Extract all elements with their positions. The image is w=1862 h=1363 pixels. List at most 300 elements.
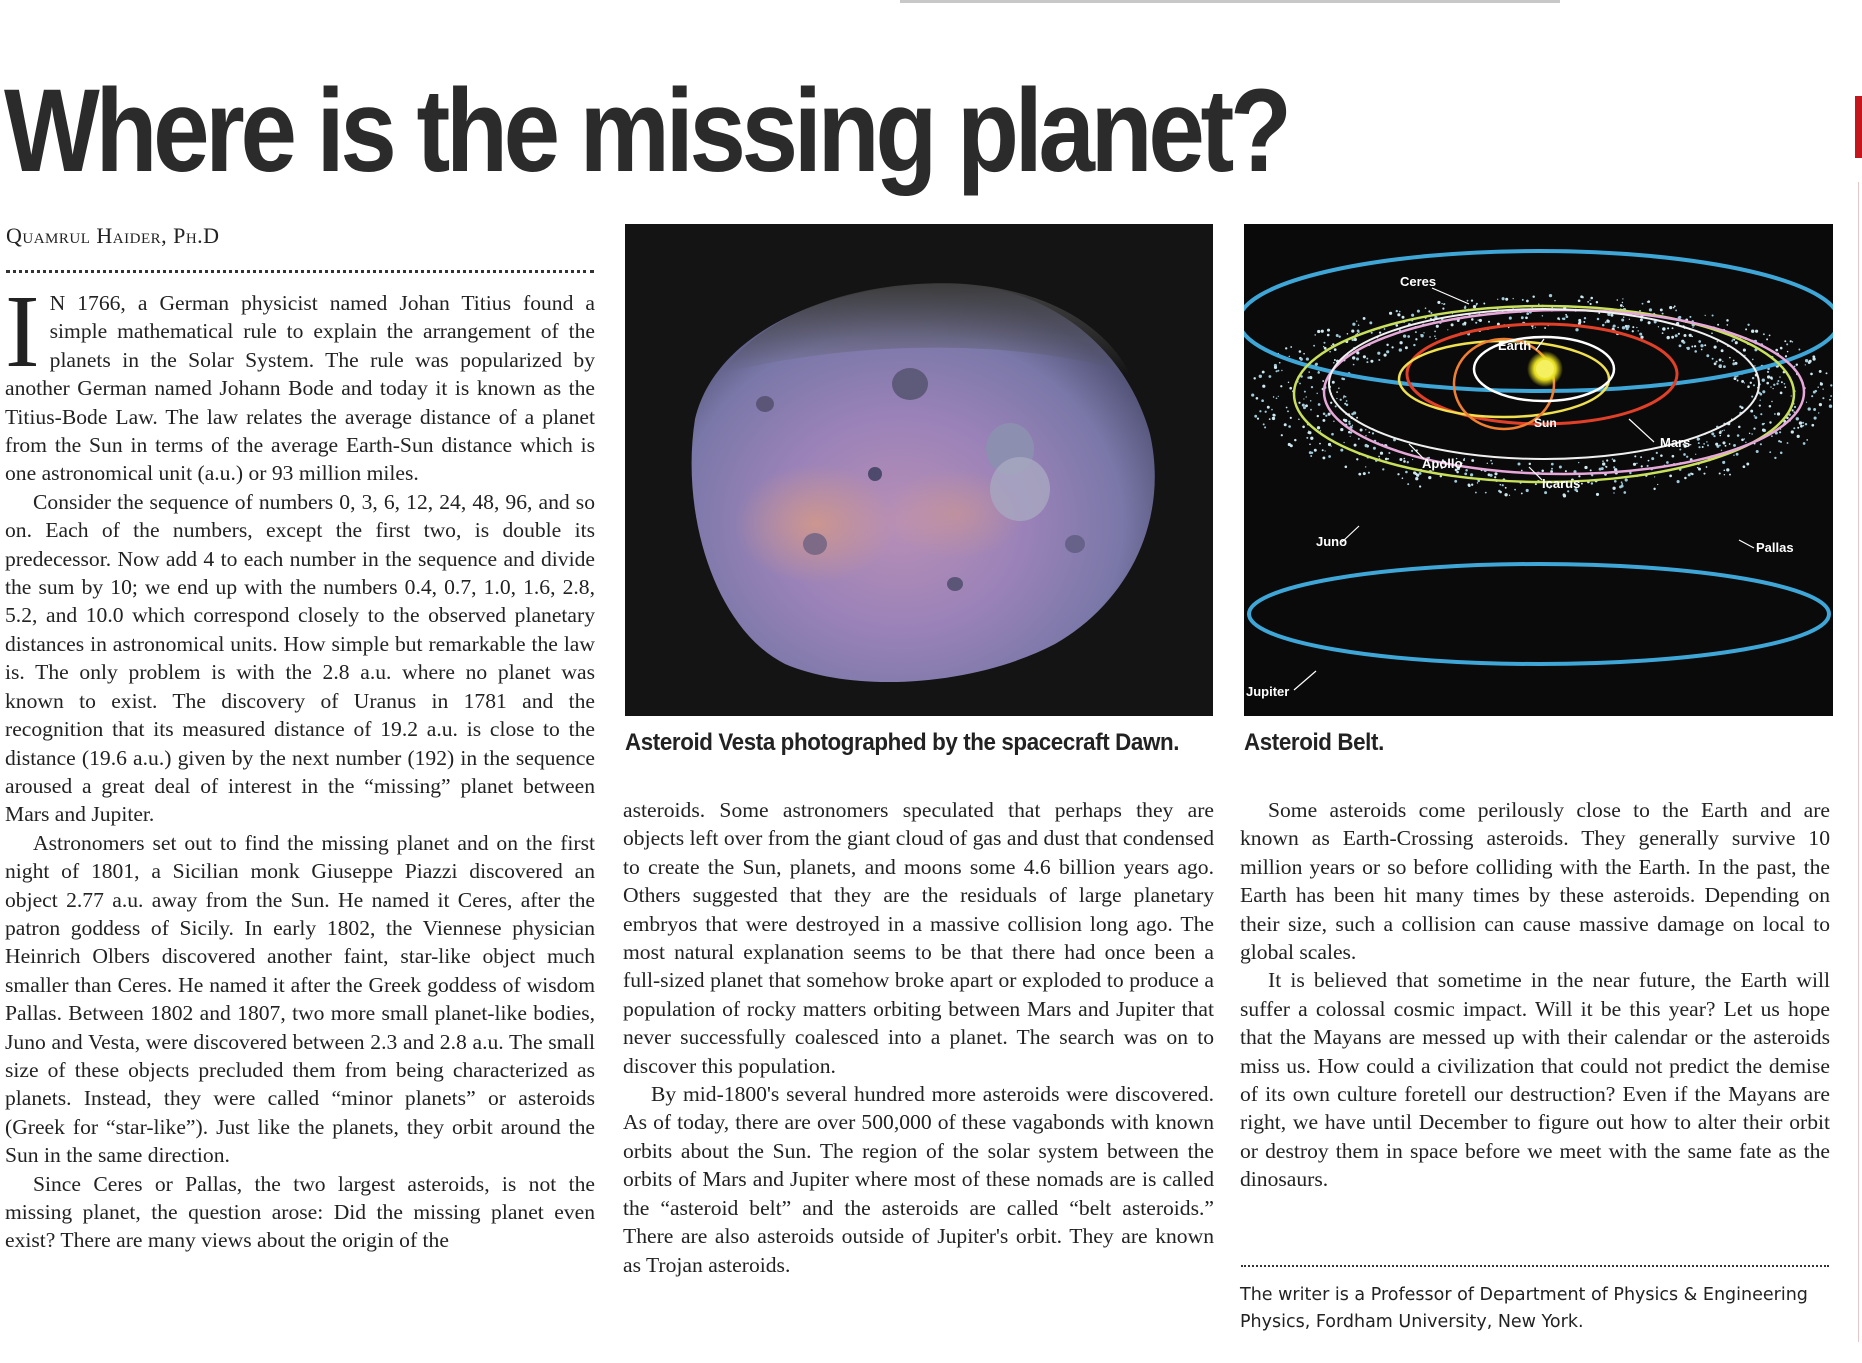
- asteroid-dot: [1750, 382, 1752, 384]
- asteroid-dot: [1733, 360, 1735, 362]
- asteroid-dot: [1300, 358, 1303, 361]
- asteroid-dot: [1733, 455, 1734, 456]
- asteroid-dot: [1621, 319, 1624, 322]
- asteroid-dot: [1796, 363, 1798, 365]
- asteroid-dot: [1784, 383, 1786, 385]
- asteroid-dot: [1662, 327, 1665, 330]
- asteroid-dot: [1475, 322, 1477, 324]
- asteroid-dot: [1638, 330, 1639, 331]
- asteroid-dot: [1487, 463, 1488, 464]
- asteroid-dot: [1261, 399, 1264, 402]
- asteroid-dot: [1309, 443, 1311, 445]
- asteroid-dot: [1329, 351, 1330, 352]
- asteroid-dot: [1720, 367, 1721, 368]
- asteroid-dot: [1722, 361, 1723, 362]
- asteroid-dot: [1613, 492, 1614, 493]
- asteroid-dot: [1683, 341, 1686, 344]
- asteroid-dot: [1257, 418, 1259, 420]
- asteroid-dot: [1602, 460, 1604, 462]
- asteroid-dot: [1762, 390, 1765, 393]
- asteroid-dot: [1317, 426, 1320, 429]
- asteroid-dot: [1662, 313, 1664, 315]
- asteroid-dot: [1322, 419, 1325, 422]
- asteroid-dot: [1333, 362, 1335, 364]
- asteroid-dot: [1648, 460, 1650, 462]
- asteroid-dot: [1715, 443, 1718, 446]
- asteroid-dot: [1697, 467, 1699, 469]
- asteroid-dot: [1363, 472, 1366, 475]
- label-juno: Juno: [1316, 534, 1348, 549]
- asteroid-dot: [1785, 355, 1787, 357]
- asteroid-dot: [1328, 443, 1331, 446]
- asteroid-dot: [1591, 482, 1593, 484]
- asteroid-dot: [1298, 419, 1300, 421]
- asteroid-dot: [1724, 474, 1725, 475]
- asteroid-dot: [1767, 375, 1770, 378]
- asteroid-dot: [1419, 472, 1422, 475]
- asteroid-dot: [1467, 300, 1469, 302]
- asteroid-dot: [1796, 417, 1799, 420]
- asteroid-dot: [1773, 384, 1775, 386]
- label-earth: Earth: [1498, 338, 1532, 353]
- asteroid-dot: [1780, 347, 1783, 350]
- asteroid-dot: [1521, 470, 1523, 472]
- asteroid-dot: [1304, 391, 1306, 393]
- asteroid-dot: [1640, 456, 1642, 458]
- asteroid-dot: [1281, 434, 1283, 436]
- asteroid-dot: [1532, 327, 1534, 329]
- asteroid-dot: [1662, 332, 1664, 334]
- asteroid-dot: [1620, 304, 1623, 307]
- asteroid-dot: [1636, 327, 1637, 328]
- asteroid-dot: [1625, 478, 1628, 481]
- asteroid-dot: [1751, 433, 1753, 435]
- asteroid-dot: [1648, 321, 1651, 324]
- edge-accent-bar: [1855, 96, 1862, 158]
- asteroid-belt-image: [1244, 224, 1833, 716]
- asteroid-dot: [1803, 442, 1806, 445]
- asteroid-dot: [1314, 449, 1317, 452]
- asteroid-dot: [1500, 484, 1502, 486]
- asteroid-dot: [1434, 335, 1436, 337]
- paragraph: asteroids. Some astronomers speculated that perhaps they are objects left over from the giant cloud of gas and dust that condensed to create the Sun, planets, and moons some 4.6 billion years ago. Others suggested that they are the residuals of large planetary embryos that were destroyed in a massive collision long ago. The most natural explanation seems to be that there had once been a full-sized planet that somehow broke apart or exploded to produce a population of rocky matters orbiting between Mars and Jupiter that never successfully coalesced into a planet. The search was on to discover this population.: [623, 798, 1214, 1078]
- asteroid-dot: [1640, 320, 1642, 322]
- asteroid-dot: [1253, 377, 1255, 379]
- asteroid-dot: [1273, 396, 1274, 397]
- asteroid-dot: [1488, 321, 1490, 323]
- asteroid-dot: [1302, 404, 1305, 407]
- asteroid-dot: [1308, 371, 1309, 372]
- asteroid-dot: [1678, 333, 1680, 335]
- sun: [1536, 360, 1554, 378]
- asteroid-dot: [1559, 465, 1562, 468]
- asteroid-dot: [1830, 384, 1832, 386]
- asteroid-dot: [1538, 303, 1540, 305]
- asteroid-dot: [1442, 308, 1444, 310]
- asteroid-dot: [1781, 381, 1783, 383]
- asteroid-dot: [1578, 299, 1581, 302]
- asteroid-dot: [1437, 301, 1440, 304]
- asteroid-dot: [1464, 305, 1466, 307]
- asteroid-dot: [1760, 443, 1762, 445]
- asteroid-dot: [1323, 342, 1325, 344]
- asteroid-dot: [1584, 317, 1586, 319]
- asteroid-dot: [1702, 446, 1704, 448]
- asteroid-dot: [1733, 444, 1736, 447]
- asteroid-dot: [1753, 384, 1755, 386]
- asteroid-dot: [1770, 386, 1772, 388]
- asteroid-dot: [1317, 415, 1319, 417]
- asteroid-dot: [1743, 465, 1746, 468]
- asteroid-dot: [1315, 363, 1318, 366]
- asteroid-dot: [1494, 472, 1497, 475]
- asteroid-dot: [1471, 299, 1473, 301]
- asteroid-dot: [1741, 380, 1744, 383]
- asteroid-dot: [1468, 484, 1471, 487]
- asteroid-dot: [1798, 349, 1800, 351]
- label-mars: Mars: [1660, 435, 1691, 450]
- asteroid-dot: [1602, 462, 1605, 465]
- asteroid-dot: [1357, 333, 1358, 334]
- asteroid-dot: [1698, 446, 1700, 448]
- asteroid-dot: [1288, 425, 1291, 428]
- asteroid-dot: [1419, 485, 1421, 487]
- asteroid-dot: [1399, 348, 1402, 351]
- asteroid-dot: [1723, 365, 1726, 368]
- asteroid-dot: [1648, 300, 1651, 303]
- asteroid-dot: [1447, 329, 1448, 330]
- asteroid-dot: [1475, 492, 1477, 494]
- asteroid-dot: [1691, 336, 1693, 338]
- asteroid-dot: [1826, 372, 1828, 374]
- asteroid-dot: [1367, 445, 1369, 447]
- asteroid-dot: [1706, 354, 1709, 357]
- asteroid-dot: [1380, 452, 1383, 455]
- asteroid-dot: [1599, 468, 1602, 471]
- asteroid-dot: [1726, 319, 1729, 322]
- asteroid-dot: [1719, 472, 1721, 474]
- asteroid-dot: [1369, 321, 1372, 324]
- asteroid-dot: [1677, 480, 1680, 483]
- asteroid-dot: [1755, 330, 1758, 333]
- asteroid-dot: [1751, 330, 1754, 333]
- asteroid-dot: [1780, 392, 1783, 395]
- asteroid-dot: [1656, 452, 1658, 454]
- asteroid-dot: [1288, 443, 1291, 446]
- asteroid-dot: [1819, 403, 1822, 406]
- asteroid-dot: [1747, 385, 1750, 388]
- asteroid-dot: [1378, 456, 1380, 458]
- asteroid-dot: [1632, 330, 1634, 332]
- asteroid-dot: [1703, 443, 1705, 445]
- asteroid-dot: [1647, 465, 1649, 467]
- asteroid-dot: [1657, 484, 1658, 485]
- asteroid-dot: [1476, 303, 1478, 305]
- asteroid-dot: [1653, 488, 1655, 490]
- asteroid-dot: [1772, 388, 1773, 389]
- asteroid-dot: [1264, 426, 1266, 428]
- article-column-1: [5, 274, 595, 1255]
- asteroid-dot: [1319, 443, 1321, 445]
- asteroid-dot: [1417, 310, 1420, 313]
- asteroid-dot: [1629, 319, 1630, 320]
- asteroid-dot: [1716, 361, 1718, 363]
- asteroid-dot: [1621, 485, 1624, 488]
- asteroid-dot: [1784, 386, 1786, 388]
- asteroid-dot: [1513, 298, 1514, 299]
- paragraph: By mid-1800's several hundred more asteroids were discovered. As of today, there are over 500,000 of these vagabonds with known orbits about the Sun. The region of the solar system between the orbits of Mars and Jupiter where most of these nomads are is called the “asteroid belt” and the asteroids are called “belt asteroids.” There are also asteroids outside of Jupiter's orbit. They are known as Trojan asteroids.: [623, 1082, 1214, 1277]
- asteroid-dot: [1285, 347, 1287, 349]
- asteroid-dot: [1358, 438, 1360, 440]
- asteroid-dot: [1590, 303, 1592, 305]
- asteroid-dot: [1477, 482, 1478, 483]
- asteroid-dot: [1614, 480, 1617, 483]
- asteroid-dot: [1579, 321, 1582, 324]
- asteroid-dot: [1563, 493, 1566, 496]
- asteroid-dot: [1321, 330, 1324, 333]
- asteroid-dot: [1298, 402, 1300, 404]
- asteroid-dot: [1335, 405, 1337, 407]
- asteroid-dot: [1806, 402, 1807, 403]
- asteroid-dot: [1780, 452, 1783, 455]
- asteroid-dot: [1529, 463, 1531, 465]
- asteroid-dot: [1623, 317, 1624, 318]
- paragraph: Astronomers set out to find the missing planet and on the first night of 1801, a Sicilian monk Giuseppe Piazzi discovered an object 2.77 a.u. away from the Sun. He named it Ceres, after the patron goddess of Sicily. In early 1802, the Viennese physician Heinrich Olbers discovered another faint, star-like object much smaller than Ceres. He named it after the Greek goddess of wisdom Pallas. Between 1802 and 1807, two more small planet-like bodies, Juno and Vesta, were discovered between 2.3 and 2.8 a.u. The small size of these objects precluded them from being characterized as planets. Instead, they were called “minor planets” or asteroids (Greek for “star-like”). Just like the planets, they orbit around the Sun in the same direction.: [5, 830, 595, 1168]
- asteroid-dot: [1726, 468, 1729, 471]
- asteroid-dot: [1358, 473, 1361, 476]
- asteroid-dot: [1310, 409, 1312, 411]
- asteroid-dot: [1415, 338, 1417, 340]
- asteroid-dot: [1382, 468, 1384, 470]
- asteroid-dot: [1767, 371, 1769, 373]
- asteroid-dot: [1327, 334, 1330, 337]
- asteroid-dot: [1819, 370, 1822, 373]
- asteroid-dot: [1703, 473, 1705, 475]
- asteroid-dot: [1622, 302, 1623, 303]
- asteroid-dot: [1714, 346, 1717, 349]
- asteroid-dot: [1606, 319, 1609, 322]
- asteroid-dot: [1505, 487, 1507, 489]
- asteroid-dot: [1672, 327, 1674, 329]
- asteroid-dot: [1320, 430, 1321, 431]
- asteroid-dot: [1707, 444, 1709, 446]
- vesta-caption: Asteroid Vesta photographed by the spacecraft Dawn.: [625, 729, 1180, 756]
- asteroid-dot: [1254, 415, 1257, 418]
- asteroid-dot: [1522, 299, 1524, 301]
- asteroid-dot: [1706, 441, 1708, 443]
- asteroid-dot: [1471, 318, 1474, 321]
- asteroid-dot: [1384, 354, 1387, 357]
- asteroid-dot: [1331, 445, 1332, 446]
- asteroid-dot: [1726, 324, 1728, 326]
- asteroid-dot: [1738, 426, 1741, 429]
- asteroid-dot: [1303, 353, 1305, 355]
- asteroid-dot: [1328, 413, 1331, 416]
- asteroid-dot: [1504, 493, 1507, 496]
- asteroid-dot: [1413, 344, 1415, 346]
- asteroid-dot: [1379, 331, 1381, 333]
- asteroid-dot: [1660, 308, 1663, 311]
- asteroid-dot: [1502, 484, 1504, 486]
- asteroid-dot: [1808, 407, 1811, 410]
- asteroid-dot: [1526, 489, 1529, 492]
- asteroid-dot: [1509, 495, 1510, 496]
- asteroid-dot: [1346, 400, 1348, 402]
- asteroid-dot: [1391, 346, 1393, 348]
- asteroid-dot: [1612, 487, 1615, 490]
- asteroid-dot: [1386, 350, 1389, 353]
- asteroid-dot: [1623, 306, 1624, 307]
- asteroid-dot: [1660, 454, 1663, 457]
- asteroid-dot: [1411, 450, 1412, 451]
- paragraph: Some asteroids come perilously close to the Earth and are known as Earth-Crossing asteroids. They generally survive 10 million years or so before colliding with the Earth. In the past, the Earth has been hit many times by these asteroids. Depending on their size, such a collision can cause massive damage on local to global scales.: [1240, 798, 1830, 965]
- asteroid-dot: [1284, 423, 1287, 426]
- asteroid-dot: [1563, 317, 1566, 320]
- asteroid-dot: [1470, 473, 1473, 476]
- asteroid-dot: [1294, 439, 1296, 441]
- asteroid-dot: [1794, 406, 1796, 408]
- asteroid-dot: [1399, 458, 1402, 461]
- asteroid-dot: [1689, 334, 1692, 337]
- asteroid-dot: [1622, 298, 1623, 299]
- asteroid-dot: [1743, 349, 1746, 352]
- paragraph: Consider the sequence of numbers 0, 3, 6, 12, 24, 48, 96, and so on. Each of the numbers, except the first two, is double its predecessor. Now add 4 to each number in the sequence and divide the sum by 10; we end up with the numbers 0.4, 0.7, 1.0, 1.6, 2.8, 5.2, and 10.0 which correspond closely to the observed planetary distances in astronomical units. How simple but remarkable the law is. The only problem is with the 2.8 a.u. where no planet was known to exist. The discovery of Uranus in 1781 and the recognition that its measured distance of 19.2 a.u. is close to the distance (19.6 a.u.) given by the next number (192) in the sequence aroused a great deal of interest in the “missing” planet between Mars and Jupiter.: [5, 489, 595, 827]
- asteroid-dot: [1792, 341, 1793, 342]
- asteroid-dot: [1397, 313, 1400, 316]
- asteroid-dot: [1330, 402, 1332, 404]
- asteroid-dot: [1779, 376, 1780, 377]
- asteroid-dot: [1658, 326, 1659, 327]
- asteroid-dot: [1327, 329, 1330, 332]
- asteroid-dot: [1340, 449, 1343, 452]
- asteroid-dot: [1698, 442, 1700, 444]
- asteroid-dot: [1525, 316, 1528, 319]
- asteroid-dot: [1535, 483, 1537, 485]
- asteroid-dot: [1310, 400, 1312, 402]
- asteroid-dot: [1415, 477, 1418, 480]
- asteroid-dot: [1613, 324, 1616, 327]
- asteroid-dot: [1336, 334, 1339, 337]
- asteroid-dot: [1348, 431, 1351, 434]
- asteroid-dot: [1306, 437, 1308, 439]
- asteroid-dot: [1290, 417, 1292, 419]
- asteroid-dot: [1420, 334, 1423, 337]
- asteroid-dot: [1402, 477, 1404, 479]
- asteroid-dot: [1694, 345, 1696, 347]
- asteroid-dot: [1566, 315, 1569, 318]
- asteroid-dot: [1711, 332, 1713, 334]
- asteroid-dot: [1753, 427, 1755, 429]
- asteroid-dot: [1407, 483, 1409, 485]
- asteroid-dot: [1314, 334, 1316, 336]
- label-ceres: Ceres: [1400, 274, 1437, 289]
- asteroid-dot: [1399, 341, 1402, 344]
- asteroid-dot: [1684, 334, 1687, 337]
- asteroid-dot: [1363, 317, 1366, 320]
- asteroid-dot: [1800, 425, 1803, 428]
- asteroid-dot: [1667, 327, 1669, 329]
- asteroid-dot: [1725, 445, 1727, 447]
- asteroid-dot: [1802, 422, 1804, 424]
- asteroid-dot: [1514, 489, 1516, 491]
- asteroid-dot: [1808, 361, 1811, 364]
- asteroid-dot: [1596, 493, 1599, 496]
- asteroid-dot: [1735, 341, 1738, 344]
- asteroid-dot: [1692, 327, 1693, 328]
- asteroid-dot: [1429, 336, 1430, 337]
- asteroid-dot: [1625, 325, 1628, 328]
- asteroid-dot: [1494, 476, 1496, 478]
- asteroid-dot: [1622, 326, 1625, 329]
- asteroid-dot: [1774, 413, 1776, 415]
- asteroid-dot: [1338, 387, 1339, 388]
- asteroid-dot: [1416, 474, 1419, 477]
- asteroid-dot: [1318, 403, 1321, 406]
- asteroid-dot: [1356, 417, 1358, 419]
- asteroid-dot: [1384, 328, 1386, 330]
- asteroid-dot: [1434, 331, 1436, 333]
- asteroid-dot: [1464, 473, 1467, 476]
- drop-cap: I: [5, 274, 40, 389]
- asteroid-dot: [1306, 396, 1307, 397]
- asteroid-dot: [1734, 377, 1737, 380]
- asteroid-dot: [1763, 333, 1765, 335]
- asteroid-dot: [1745, 442, 1746, 443]
- asteroid-dot: [1370, 360, 1373, 363]
- asteroid-dot: [1549, 294, 1552, 297]
- asteroid-dot: [1265, 411, 1267, 413]
- asteroid-dot: [1324, 450, 1325, 451]
- asteroid-dot: [1441, 303, 1442, 304]
- asteroid-dot: [1695, 454, 1696, 455]
- asteroid-dot: [1366, 358, 1368, 360]
- asteroid-dot: [1779, 431, 1781, 433]
- asteroid-dot: [1344, 403, 1346, 405]
- asteroid-dot: [1688, 473, 1691, 476]
- asteroid-dot: [1830, 395, 1832, 397]
- asteroid-dot: [1521, 316, 1524, 319]
- asteroid-dot: [1262, 371, 1265, 374]
- asteroid-dot: [1799, 421, 1802, 424]
- asteroid-dot: [1729, 474, 1731, 476]
- asteroid-dot: [1343, 442, 1344, 443]
- asteroid-dot: [1407, 335, 1410, 338]
- asteroid-dot: [1822, 388, 1823, 389]
- asteroid-dot: [1279, 362, 1281, 364]
- asteroid-dot: [1343, 397, 1344, 398]
- asteroid-dot: [1704, 344, 1706, 346]
- asteroid-dot: [1351, 330, 1354, 333]
- paragraph: Since Ceres or Pallas, the two largest asteroids, is not the missing planet, the question arose: Did the missing planet even exist? There are many views about the origin of the: [5, 1171, 595, 1253]
- asteroid-dot: [1750, 410, 1753, 413]
- asteroid-dot: [1617, 327, 1619, 329]
- asteroid-dot: [1333, 421, 1335, 423]
- asteroid-dot: [1403, 334, 1406, 337]
- asteroid-dot: [1336, 391, 1338, 393]
- asteroid-dot: [1478, 319, 1479, 320]
- asteroid-dot: [1724, 430, 1725, 431]
- label-apollo: Apollo: [1422, 456, 1463, 471]
- asteroid-dot: [1756, 450, 1759, 453]
- paragraph: N 1766, a German physicist named Johan Titius found a simple mathematical rule to explain the arrangement of the planets in the Solar System. The rule was popularized by another German named Johann Bode and today it is known as the Titius-Bode Law. The law relates the average distance of a planet from the Sun in terms of the average Earth-Sun distance which is one astronomical unit (a.u.) or 93 million miles.: [5, 291, 595, 486]
- headline: Where is the missing planet?: [4, 65, 1288, 197]
- asteroid-dot: [1289, 356, 1291, 358]
- asteroid-dot: [1769, 405, 1772, 408]
- asteroid-dot: [1613, 466, 1615, 468]
- asteroid-dot: [1720, 435, 1722, 437]
- asteroid-dot: [1425, 307, 1427, 309]
- asteroid-dot: [1754, 415, 1756, 417]
